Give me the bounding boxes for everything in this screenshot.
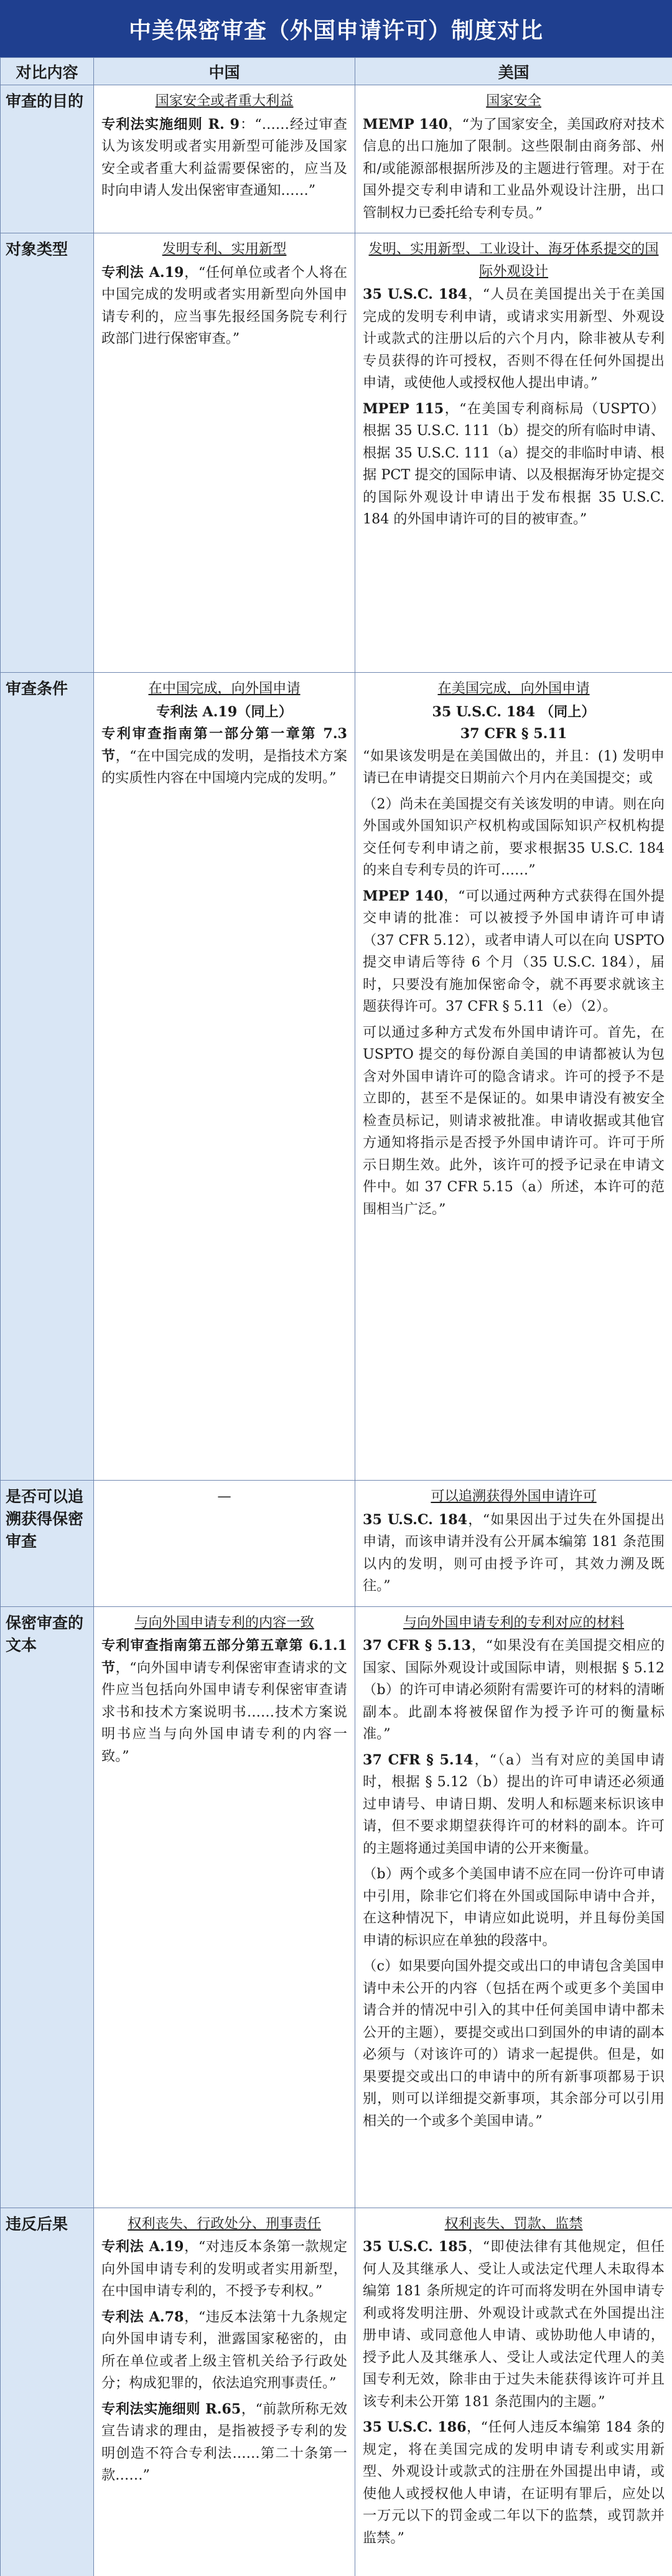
row-label: 审查的目的	[1, 85, 94, 233]
section-subtitle: 在中国完成，向外国申请	[148, 680, 301, 696]
clause-text: ，“即使法律有其他规定，但任何人及其继承人、受让人或法定代理人未取得本编第 181 条所规定的许可而将发明在外国申请专利或将发明注册、外观设计或款式在外国提出注册申请、或同意他人申请、或协助他人申请的，授予此人及其继承人、受让人或法定代理人的美国专利无效，除非由于过失未能获得该许可并且该专利未公开第 181 条范围内的主题。”	[363, 2239, 665, 2410]
legal-citation: 专利法 A.19	[101, 2239, 184, 2255]
us-cell	[355, 85, 672, 233]
clause-paragraph	[363, 1749, 665, 1860]
legal-citation: 35 U.S.C. 184	[363, 1511, 468, 1528]
us-cell	[355, 1606, 672, 2208]
table-row	[1, 233, 672, 673]
clause-text: （c）如果要向国外提交或出口的申请包含美国申请中未公开的内容（包括在两个或更多个美国申请合并的情况中引入的其中任何美国申请中都未公开的主题），要提交或出口到国外的申请的副本必须与（对该许可的）请求一起提供。但是，如果要提交或出口的申请中的所有新事项都易于识别，则可以详细提交新事项，其余部分可以引用相关的一个或多个美国申请。”	[363, 1958, 665, 2129]
table-row	[1, 85, 672, 233]
legal-citation: 专利审查指南第五部分第五章第 6.1.1 节	[101, 1637, 347, 1676]
clause-text: ，“如果因出于过失在外国提出申请，而该申请并没有公开属本编第 181 条范围以内的发明，则可由授予许可，其效力溯及既往。”	[363, 1511, 665, 1594]
table-row	[1, 673, 672, 1481]
legal-citation: MPEP 140	[363, 888, 444, 904]
legal-citation: 专利法 A.19	[101, 264, 184, 281]
clause-paragraph	[101, 2399, 347, 2487]
clause-text: ，“（a）当有对应的美国申请时，根据 § 5.12（b）提出的许可申请还必须通过申请号、申请日期、发明人和标题来标识该申请，但不要求期望获得许可的材料的副本。许可的主题将通过美国申请的公开来衡量。	[363, 1751, 665, 1857]
us-cell	[355, 2208, 672, 2576]
legal-citation: 专利法实施细则 R.65	[101, 2400, 241, 2417]
row-label: 对象类型	[1, 233, 94, 673]
clause-text: ，“任何人违反本编第 184 条的规定，将在美国完成的发明申请专利或实用新型、外观设计或款式的注册在外国提出申请，或使他人或授权他人申请，在证明有罪后，应处以一万元以下的罚金或二年以下的监禁，或罚款并监禁。”	[363, 2419, 665, 2546]
legal-citation: 35 U.S.C. 185	[363, 2239, 468, 2255]
clause-text: “如果该发明是在美国做出的，并且：(1) 发明申请已在申请提交日期前六个月内在美国提交；或	[363, 747, 665, 786]
comparison-table	[0, 57, 672, 2576]
section-subtitle: 国家安全	[486, 93, 541, 109]
page-title: 中美保密审查（外国申请许可）制度对比	[0, 0, 672, 57]
clause-paragraph	[363, 1955, 665, 2132]
clause-text: ，“任何单位或者个人将在中国完成的发明或者实用新型向外国申请专利的，应当事先报经国务院专利行政部门进行保密审查。”	[101, 264, 348, 347]
clause-paragraph	[363, 2236, 665, 2413]
clause-text: ，“前款所称无效宣告请求的理由，是指被授予专利的发明创造不符合专利法……第二十条第一款……”	[101, 2400, 348, 2483]
clause-text: ，“向外国申请专利保密审查请求的文件应当包括向外国申请专利保密审查请求书和技术方案说明书……技术方案说明书应当与向外国申请专利的内容一致。”	[101, 1659, 348, 1764]
clause-paragraph	[363, 1509, 665, 1598]
clause-paragraph	[101, 723, 347, 790]
legal-citation: 35 U.S.C. 184 （同上）	[432, 703, 595, 720]
legal-citation: 37 CFR § 5.13	[363, 1637, 471, 1654]
row-label: 保密审查的文本	[1, 1606, 94, 2208]
row-label: 审查条件	[1, 673, 94, 1481]
legal-citation: 37 CFR § 5.14	[363, 1751, 474, 1768]
legal-citation: 35 U.S.C. 186	[363, 2419, 467, 2435]
section-subtitle: 发明、实用新型、工业设计、海牙体系提交的国际外观设计	[368, 241, 659, 279]
clause-paragraph	[363, 886, 665, 1018]
us-cell	[355, 233, 672, 673]
china-cell	[94, 85, 355, 233]
us-cell	[355, 1481, 672, 1607]
header-china: 中国	[94, 58, 355, 85]
china-cell	[94, 2208, 355, 2576]
clause-text: 可以通过多种方式发布外国申请许可。首先，在 USPTO 提交的每份源自美国的申请都被认为包含对外国申请许可的隐含请求。许可的授予不是立即的，甚至不是保证的。如果申请没有被安全检查员标记，则请求被批准。申请收据或其他官方通知将指示是否授予外国申请许可。许可于所示日期生效。此外，该许可的授予记录在申请文件中。如 37 CFR 5.15（a）所述，本许可的范围相当广泛。”	[363, 1024, 665, 1217]
table-row	[1, 1606, 672, 2208]
legal-citation: 37 CFR § 5.11	[460, 726, 567, 742]
clause-text: （b）两个或多个美国申请不应在同一份许可申请中引用，除非它们将在外国或国际申请中合并，在这种情况下，申请应如此说明，并且每份美国申请的标识应在单独的段落中。	[363, 1866, 665, 1949]
clause-text: ，“如果没有在美国提交相应的国家、国际外观设计或国际申请，则根据 § 5.12（b）的许可申请必须附有需要许可的材料的清晰副本。此副本将被保留作为授予许可的衡量标准。”	[363, 1637, 665, 1742]
table-header-row	[1, 58, 672, 85]
empty-dash: —	[217, 1488, 231, 1504]
legal-citation: MPEP 115	[363, 400, 444, 417]
header-us: 美国	[355, 58, 672, 85]
legal-citation: 专利法 A.78	[101, 2308, 184, 2325]
clause-text: ，“违反本法第十九条规定向外国申请专利，泄露国家秘密的，由所在单位或者上级主管机关给予行政处分；构成犯罪的，依法追究刑事责任。”	[101, 2308, 348, 2391]
table-row	[1, 2208, 672, 2576]
section-subtitle: 权利丧失、罚款、监禁	[444, 2215, 583, 2232]
clause-text: （2）尚未在美国提交有关该发明的申请。则在向外国或外国知识产权机构或国际知识产权机构提交任何专利申请之前，要求根据35 U.S.C. 184 的来自专利专员的许可……”	[363, 795, 665, 878]
clause-text: ，“在美国专利商标局（USPTO）根据 35 U.S.C. 111（b）提交的所有临时申请、根据 35 U.S.C. 111（a）提交的非临时申请、根据 PCT 提交的国际申请、以及根据海牙协定提交的国际外观设计申请出于发布根据 35 U.S.C. 184 的外国申请许可的目的被审查。”	[363, 400, 665, 527]
clause-text: ，“为了国家安全，美国政府对技术信息的出口施加了限制。这些限制由商务部、州和/或能源部根据所涉及的主题进行管理。对于在国外提交专利申请和工业品外观设计注册，出口管制权力已委托给专利专员。”	[363, 116, 665, 221]
us-cell	[355, 673, 672, 1481]
legal-citation: 专利法实施细则 R. 9	[101, 116, 240, 133]
table-row	[1, 1481, 672, 1607]
clause-text: ，“对违反本条第一款规定向外国申请专利的发明或者实用新型，在中国申请专利的，不授予专利权。”	[101, 2239, 348, 2299]
legal-citation: MEMP 140	[363, 116, 448, 133]
clause-paragraph	[363, 398, 665, 531]
clause-paragraph	[363, 114, 665, 225]
row-label: 违反后果	[1, 2208, 94, 2576]
section-subtitle: 权利丧失、行政处分、刑事责任	[128, 2215, 321, 2232]
clause-paragraph	[363, 794, 665, 882]
section-subtitle: 发明专利、实用新型	[162, 241, 287, 257]
clause-paragraph	[101, 1635, 347, 1768]
china-cell	[94, 1606, 355, 2208]
header-aspect: 对比内容	[1, 58, 94, 85]
clause-paragraph	[363, 1635, 665, 1746]
clause-text: ：“……经过审查认为该发明或者实用新型可能涉及国家安全或者重大利益需要保密的，应当及时向申请人发出保密审查通知……”	[101, 116, 347, 199]
legal-citation: 专利法 A.19（同上）	[156, 703, 292, 720]
section-subtitle: 国家安全或者重大利益	[155, 93, 294, 109]
clause-paragraph	[101, 262, 347, 350]
clause-paragraph	[363, 1863, 665, 1952]
clause-text: ，“可以通过两种方式获得在国外提交申请的批准：可以被授予外国申请许可申请（37 CFR 5.12），或者申请人可以在向 USPTO 提交申请后等待 6 个月（35 U.S.C. 184），届时，只要没有施加保密命令，就不再要求就该主题获得许可。37 CFR § 5.11（e）（2）。	[363, 888, 665, 1014]
section-subtitle: 在美国完成，向外国申请	[437, 680, 590, 696]
clause-paragraph	[363, 746, 665, 790]
clause-text: ，“在中国完成的发明，是指技术方案的实质性内容在中国境内完成的发明。”	[101, 747, 348, 786]
section-subtitle: 与向外国申请专利的内容一致	[134, 1614, 314, 1631]
china-cell	[94, 233, 355, 673]
china-cell	[94, 1481, 355, 1607]
clause-text: ，“人员在美国提出关于在美国完成的发明专利申请，或请求实用新型、外观设计或款式的注册以后的六个月内，除非被从专利专员获得的许可授权，否则不得在任何外国提出申请，或使他人或授权他人提出申请。”	[363, 286, 665, 391]
clause-paragraph	[363, 284, 665, 395]
clause-paragraph	[363, 2417, 665, 2549]
clause-paragraph	[101, 2307, 347, 2395]
clause-paragraph	[101, 114, 347, 202]
china-cell	[94, 673, 355, 1481]
section-subtitle: 可以追溯获得外国申请许可	[431, 1488, 597, 1504]
legal-citation: 35 U.S.C. 184	[363, 286, 468, 302]
clause-paragraph	[363, 1022, 665, 1221]
clause-paragraph	[101, 2236, 347, 2303]
row-label: 是否可以追溯获得保密审查	[1, 1481, 94, 1607]
section-subtitle: 与向外国申请专利的专利对应的材料	[403, 1614, 624, 1631]
legal-citation: 专利审查指南第一部分第一章第 7.3 节	[101, 726, 347, 764]
